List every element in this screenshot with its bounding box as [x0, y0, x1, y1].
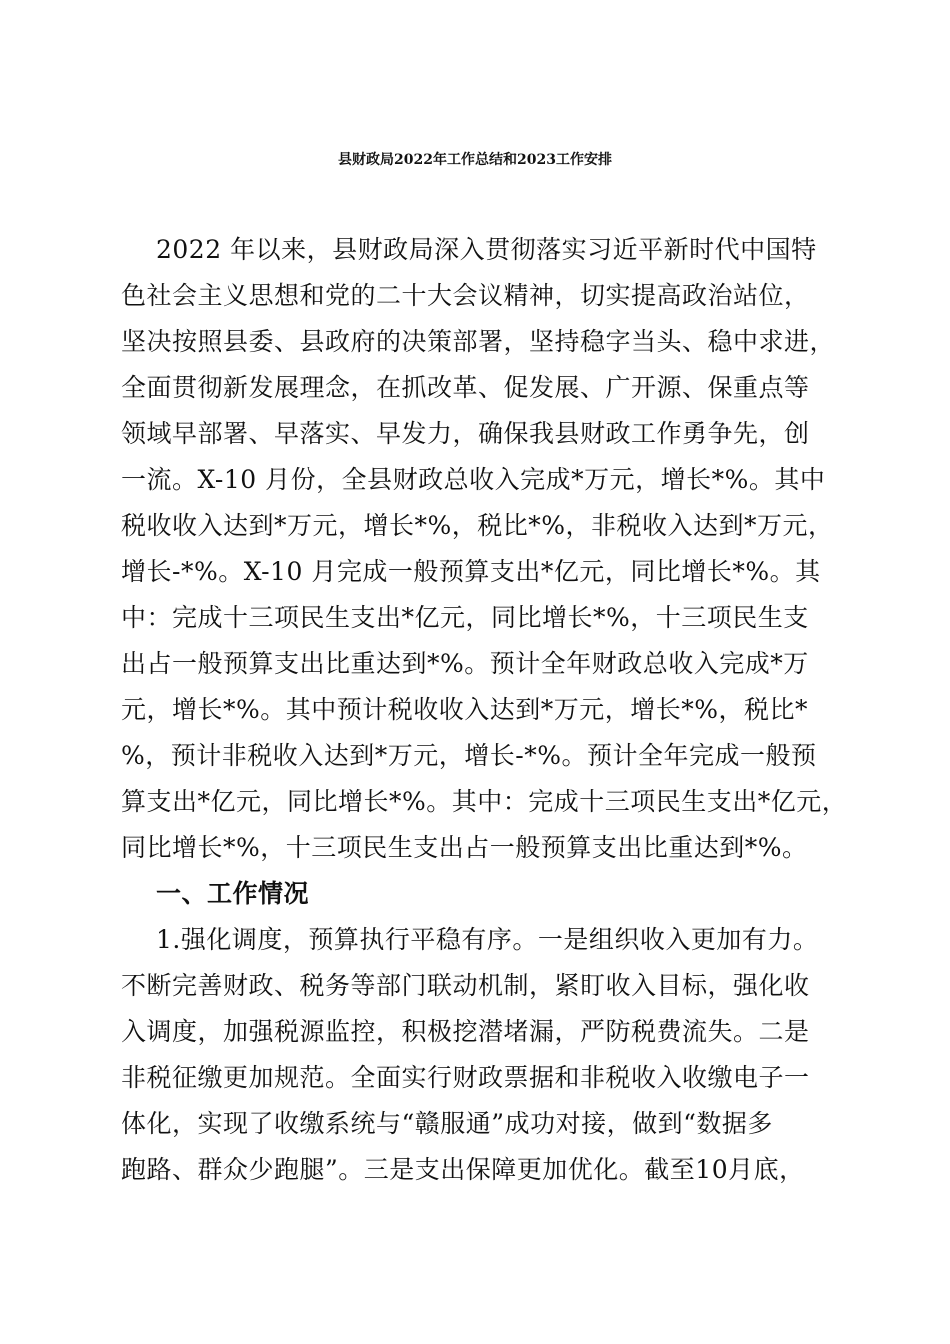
document-title: 县财政局2022年工作总结和2023工作安排 — [338, 152, 612, 168]
section-heading: 一、工作情况 — [156, 879, 310, 908]
intro-line: 全面贯彻新发展理念，在抓改革、促发展、广开源、保重点等 — [121, 373, 810, 402]
section-line: 1.强化调度，预算执行平稳有序。一是组织收入更加有力。 — [156, 925, 819, 954]
intro-line: 领域早部署、早落实、早发力，确保我县财政工作勇争先，创 — [121, 419, 810, 448]
section-line: 入调度，加强税源监控，积极挖潜堵漏，严防税费流失。二是 — [121, 1017, 810, 1046]
intro-line: 2022 年以来，县财政局深入贯彻落实习近平新时代中国特 — [156, 235, 817, 264]
intro-line: 税收收入达到*万元，增长*%，税比*%，非税收入达到*万元， — [121, 511, 834, 540]
intro-line: 同比增长*%，十三项民生支出占一般预算支出比重达到*%。 — [121, 833, 808, 862]
intro-line: 增长-*%。X-10 月完成一般预算支出*亿元，同比增长*%。其 — [121, 557, 821, 586]
intro-line: 坚决按照县委、县政府的决策部署，坚持稳字当头、稳中求进， — [121, 327, 836, 356]
section-line: 不断完善财政、税务等部门联动机制，紧盯收入目标，强化收 — [121, 971, 810, 1000]
intro-line: 一流。X-10 月份，全县财政总收入完成*万元，增长*%。其中 — [121, 465, 826, 494]
intro-line: 算支出*亿元，同比增长*%。其中：完成十三项民生支出*亿元， — [121, 787, 848, 816]
intro-line: 中：完成十三项民生支出*亿元，同比增长*%，十三项民生支 — [121, 603, 809, 632]
intro-line: 色社会主义思想和党的二十大会议精神，切实提高政治站位， — [121, 281, 810, 310]
section-line: 体化，实现了收缴系统与“赣服通”成功对接，做到“数据多 — [121, 1109, 773, 1138]
intro-line: 出占一般预算支出比重达到*%。预计全年财政总收入完成*万 — [121, 649, 809, 678]
intro-line: 元，增长*%。其中预计税收收入达到*万元，增长*%，税比* — [121, 695, 809, 724]
section-line: 非税征缴更加规范。全面实行财政票据和非税收入收缴电子一 — [121, 1063, 810, 1092]
section-line: 跑路、群众少跑腿”。三是支出保障更加优化。截至10月底， — [121, 1155, 805, 1184]
intro-line: %，预计非税收入达到*万元，增长-*%。预计全年完成一般预 — [121, 741, 817, 770]
